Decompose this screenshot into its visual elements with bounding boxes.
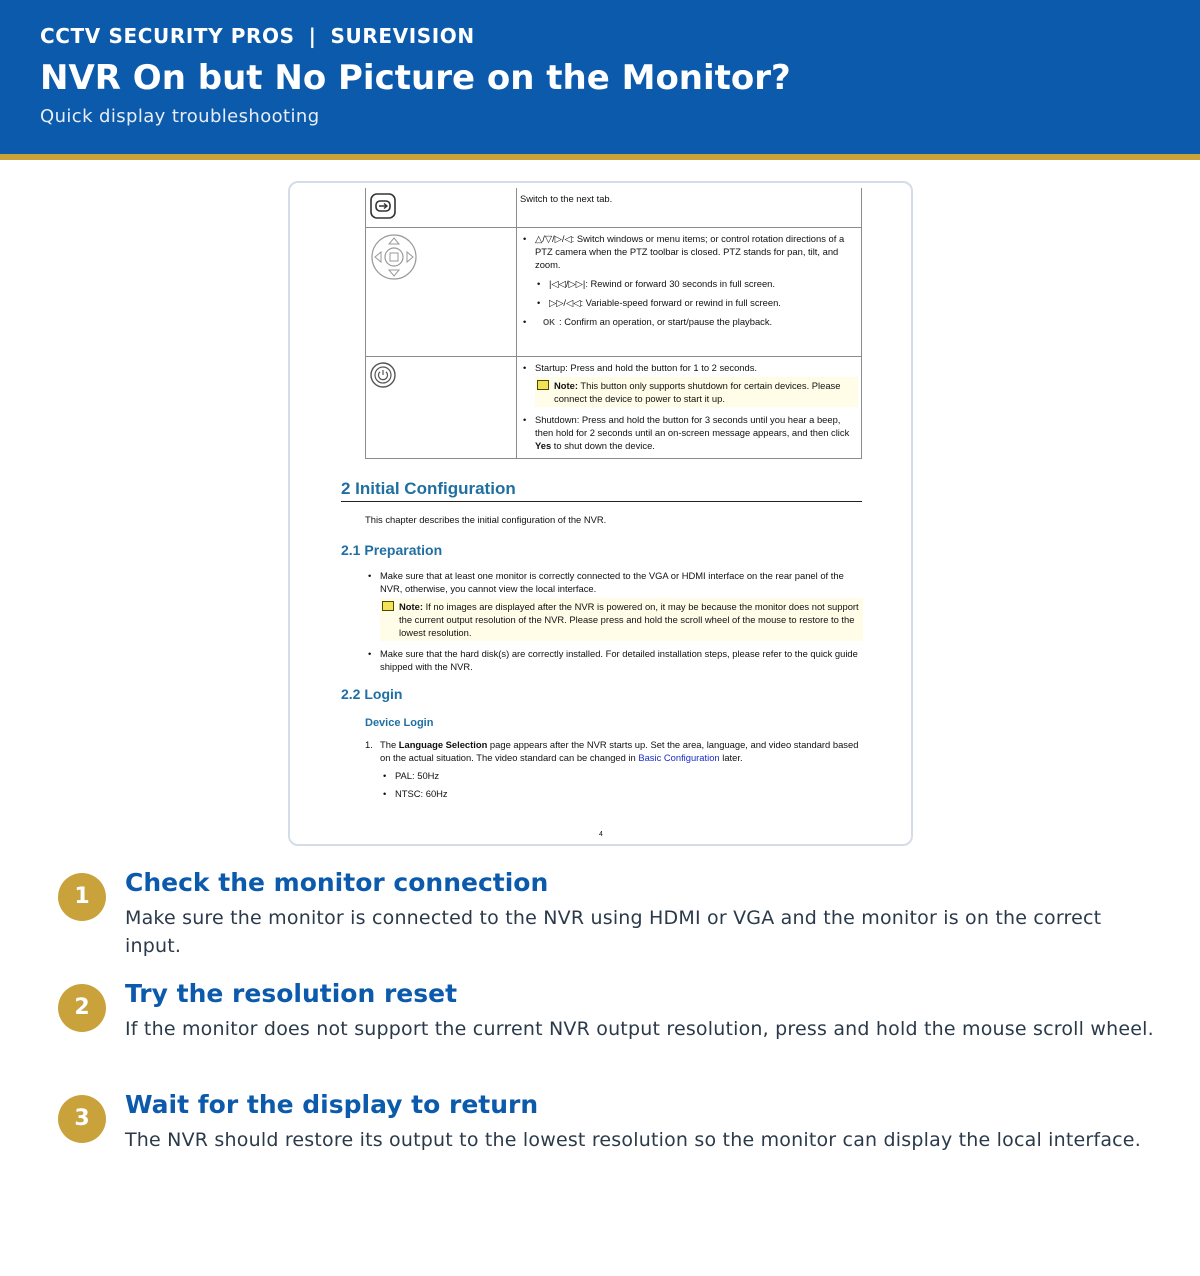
list-item: • Make sure that the hard disk(s) are correctly installed. For detailed installation steps, please refer to the quick guide shipped with the NVR. — [365, 647, 863, 673]
basic-configuration-link[interactable]: Basic Configuration — [638, 752, 720, 763]
list-item — [520, 315, 858, 329]
table-row — [366, 357, 862, 459]
note-text: This button only supports shutdown for certain devices. Please connect the device to power to start it up. — [554, 380, 841, 404]
page-subtitle: Quick display troubleshooting — [40, 106, 320, 127]
note-label: Note: — [554, 380, 578, 391]
device-login-heading: Device Login — [365, 717, 434, 729]
step-title: Check the monitor connection — [125, 868, 549, 897]
list-item: • ▷▷/◁◁: Variable-speed forward or rewind in full screen. — [534, 296, 858, 309]
ok-description: : Confirm an operation, or start/pause the playback. — [559, 316, 773, 327]
list-item: • △/▽/▷/◁: Switch windows or menu items; or control rotation directions of a PTZ camera when the PTZ toolbar is closed. PTZ stands for pan, tilt, and zoom. — [520, 232, 858, 271]
step-description: The NVR should restore its output to the lowest resolution so the monitor can display the local interface. — [125, 1129, 1141, 1151]
note-text: If no images are displayed after the NVR is powered on, it may be because the monitor does not support the current output resolution of the NVR. Please press and hold the scroll wheel of the mouse to restore to the lowest resolution. — [399, 601, 859, 638]
step-number-badge: 1 — [58, 873, 106, 921]
brand-line — [40, 24, 475, 48]
table-row — [366, 188, 862, 228]
icon-cell — [366, 228, 517, 357]
step-description: If the monitor does not support the current NVR output resolution, press and hold the mouse scroll wheel. — [125, 1018, 1154, 1040]
section-heading: 2 Initial Configuration — [341, 479, 862, 502]
step-number: 1. — [365, 739, 373, 750]
ok-play-icon: OK — [543, 318, 555, 327]
section-intro: This chapter describes the initial configuration of the NVR. — [365, 514, 607, 525]
list-item: • |◁◁/▷▷|: Rewind or forward 30 seconds in full screen. — [534, 277, 858, 290]
preparation-heading: 2.1 Preparation — [341, 542, 443, 558]
note-box — [380, 598, 863, 641]
icon-cell — [366, 357, 517, 459]
step-title: Try the resolution reset — [125, 979, 458, 1008]
brand-name: CCTV SECURITY PROS — [40, 24, 295, 48]
note-icon — [382, 601, 394, 611]
list-item — [520, 413, 858, 452]
table-row — [366, 228, 862, 357]
yes-bold: Yes — [535, 440, 552, 451]
brand-separator: | — [308, 24, 317, 48]
list-item: • Startup: Press and hold the button for 1 to 2 seconds. — [520, 361, 858, 374]
list-item: • PAL: 50Hz — [380, 769, 863, 782]
login-heading: 2.2 Login — [341, 686, 403, 702]
manual-page-excerpt — [288, 181, 913, 846]
accent-stripe — [0, 154, 1200, 160]
function-cell — [517, 228, 862, 357]
tab-switch-icon — [369, 192, 397, 220]
step-bold: Language Selection — [398, 739, 488, 750]
list-item — [365, 738, 863, 764]
login-steps — [365, 738, 863, 802]
step-text: The — [380, 739, 399, 750]
direction-pad-icon — [369, 232, 419, 282]
button-function-table — [365, 188, 862, 459]
note-label: Note: — [399, 601, 423, 612]
list-item: • Make sure that at least one monitor is correctly connected to the VGA or HDMI interface on the rear panel of the NVR, otherwise, you cannot view the local interface. — [365, 569, 863, 595]
page-title: NVR On but No Picture on the Monitor? — [40, 58, 791, 98]
function-cell — [517, 357, 862, 459]
step-description: Make sure the monitor is connected to the NVR using HDMI or VGA and the monitor is on the correct input. — [125, 907, 1102, 957]
preparation-list — [365, 569, 863, 675]
note-box — [535, 377, 858, 407]
shutdown-text-end: to shut down the device. — [551, 440, 655, 451]
power-icon — [369, 361, 397, 389]
header-banner — [0, 0, 1200, 154]
shutdown-text: Shutdown: Press and hold the button for 3 seconds until you hear a beep, then hold for 2 seconds until an on-screen message appears, and then click — [535, 414, 850, 438]
product-name: SUREVISION — [330, 24, 475, 48]
step-number-badge: 2 — [58, 984, 106, 1032]
step-text-end: later. — [719, 752, 743, 763]
step-title: Wait for the display to return — [125, 1090, 539, 1119]
note-icon — [537, 380, 549, 390]
icon-cell — [366, 188, 517, 228]
page-number: 4 — [599, 831, 603, 838]
step-number-badge: 3 — [58, 1095, 106, 1143]
function-cell: Switch to the next tab. — [517, 188, 862, 228]
step-text-mid: page appears after the NVR starts up. Set the area, language, and video standard based on the actual situation. The video standard can be changed in — [380, 739, 859, 763]
list-item: • NTSC: 60Hz — [380, 787, 863, 800]
